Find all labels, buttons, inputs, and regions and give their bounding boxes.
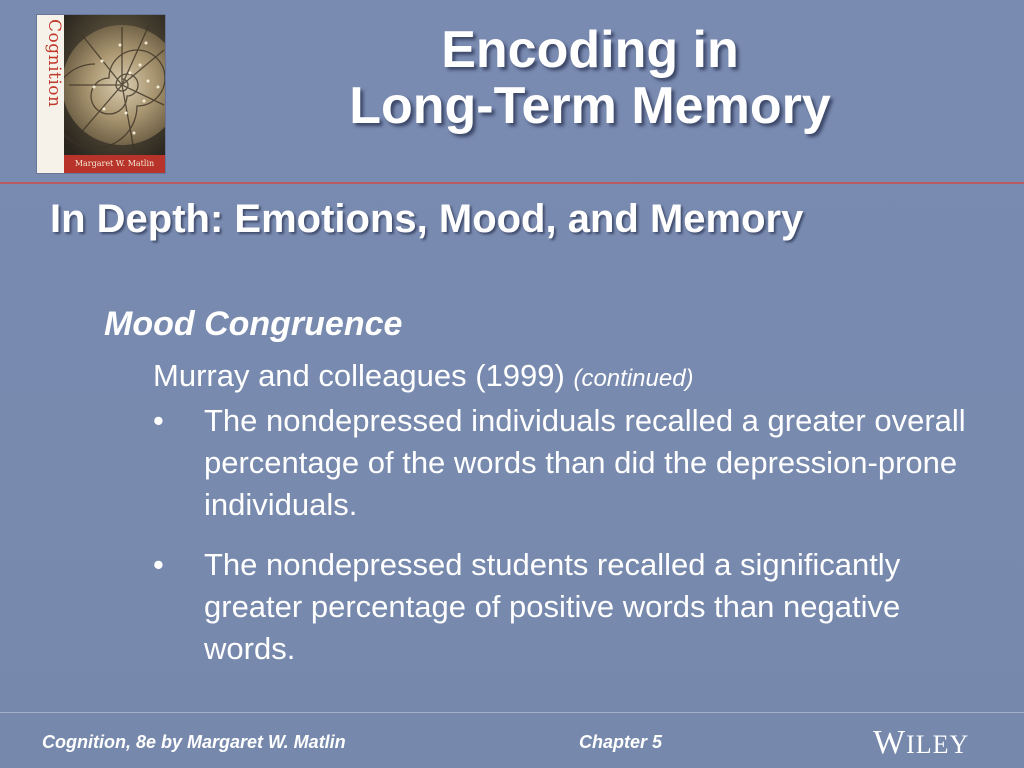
book-cover-author: Margaret W. Matlin [64, 155, 165, 173]
footer-chapter: Chapter 5 [579, 732, 663, 752]
bullet-text: The nondepressed students recalled a significantly greater percentage of positive words than negative words. [204, 547, 901, 666]
slide-title-line1: Encoding in [441, 21, 739, 79]
title-divider [0, 182, 1024, 184]
book-cover-title: Cognition [44, 19, 64, 108]
publisher-logo-initial: W [873, 724, 907, 761]
publisher-logo [873, 724, 969, 762]
nautilus-shell-image [64, 15, 165, 155]
bullet-list [153, 400, 983, 670]
bullet-marker: • [153, 547, 164, 582]
bullet-item [153, 400, 983, 526]
book-cover-image [37, 15, 165, 173]
bullet-item [153, 544, 983, 670]
bullet-text: The nondepressed individuals recalled a greater overall percentage of the words than did the depression-prone individuals. [204, 403, 966, 522]
citation-line [153, 358, 694, 397]
citation-text: Murray and colleagues (1999) [153, 358, 565, 393]
footer-divider [0, 712, 1024, 713]
section-heading: In Depth: Emotions, Mood, and Memory [50, 197, 804, 241]
bullet-marker: • [153, 403, 164, 438]
subsection-heading: Mood Congruence [104, 305, 403, 343]
slide-title-line2: Long-Term Memory [349, 77, 831, 135]
slide-title [190, 22, 990, 134]
publisher-logo-rest: ILEY [906, 730, 970, 759]
citation-note: (continued) [573, 365, 694, 392]
footer-book-credit: Cognition, 8e by Margaret W. Matlin [42, 732, 346, 752]
